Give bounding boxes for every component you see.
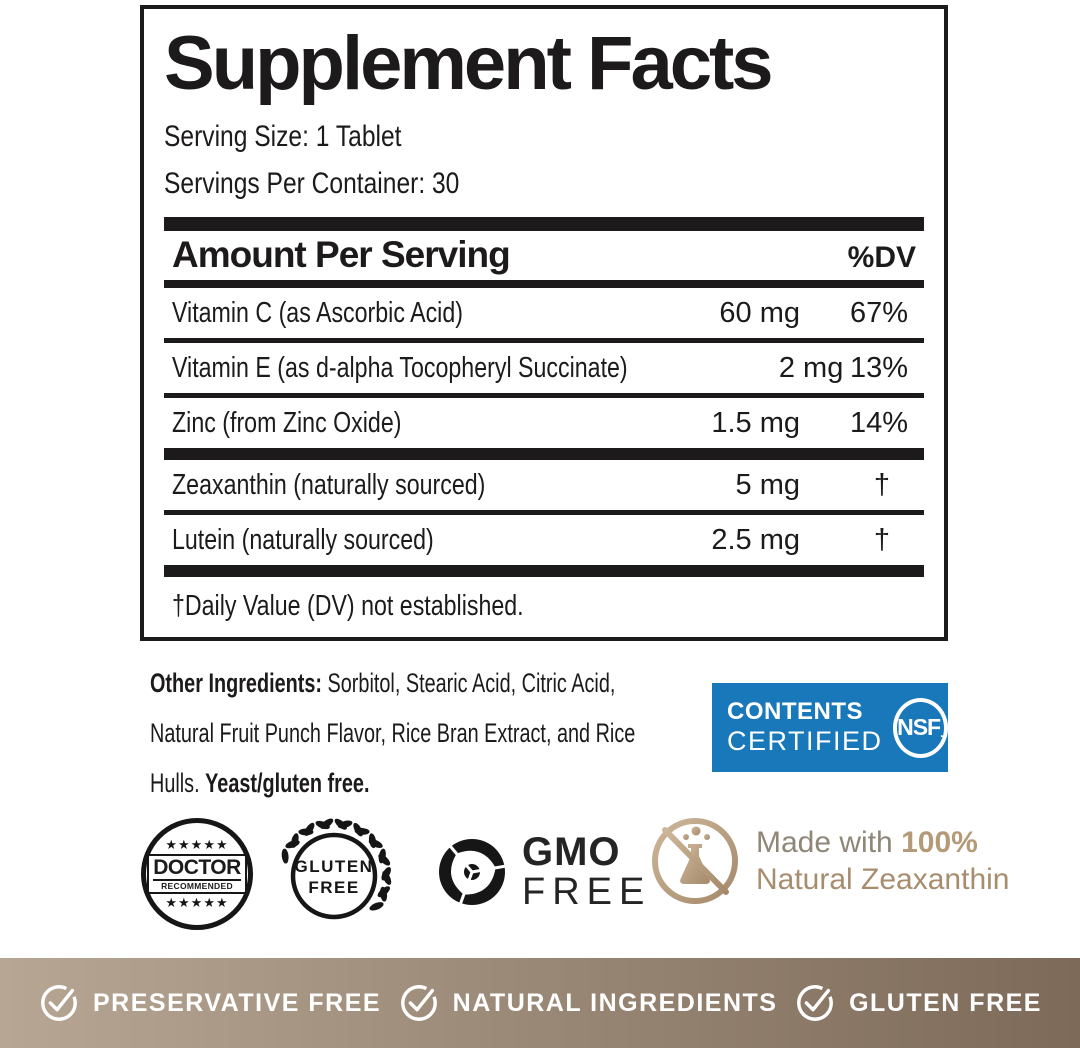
check-circle-icon (38, 982, 80, 1024)
nutrient-amount: 2.5 mg (711, 524, 800, 556)
servings-per-container: Servings Per Container: 30 (164, 167, 460, 200)
other-ingredients (150, 658, 682, 808)
natural-zeaxanthin-text: Natural Zeaxanthin (756, 863, 1010, 896)
nutrient-name: Zinc (from Zinc Oxide) (172, 407, 402, 439)
nsf-certified-label: CERTIFIED (727, 726, 883, 756)
dv-footnote: †Daily Value (DV) not established. (172, 590, 524, 622)
table-row (164, 515, 924, 565)
header-dv: %DV (847, 241, 916, 274)
divider-thick (164, 565, 924, 577)
free-label: FREE (308, 878, 360, 897)
table-row (164, 398, 924, 448)
divider-medium (164, 280, 924, 288)
doctor-label: DOCTOR (153, 856, 241, 879)
gluten-label: GLUTEN (294, 857, 374, 876)
yeast-gluten-free-text: Yeast/gluten free. (205, 768, 370, 798)
divider-thick (164, 217, 924, 231)
table-row (164, 343, 924, 393)
gmo-free-icon (436, 836, 508, 908)
made-with-text: Made with (756, 826, 902, 859)
nutrient-amount: 5 mg (735, 469, 800, 501)
table-row (164, 460, 924, 510)
no-synthetic-flask-icon (648, 814, 742, 908)
serving-size: Serving Size: 1 Tablet (164, 120, 402, 153)
gluten-free-badge (278, 812, 418, 938)
nsf-seal-icon: NSF . (893, 698, 948, 758)
nutrient-amount: 60 mg (719, 297, 800, 329)
nutrient-dv: † (873, 524, 890, 556)
doctor-recommended-badge (141, 818, 253, 930)
recommended-label: RECOMMENDED (153, 879, 241, 892)
nutrient-dv: 13% (849, 352, 908, 384)
nsf-contents-label: CONTENTS (727, 698, 863, 725)
natural-zeaxanthin-claim (648, 814, 1009, 908)
claim-preservative-free: PRESERVATIVE FREE (38, 982, 381, 1024)
claim-gluten-free: GLUTEN FREE (794, 982, 1042, 1024)
header-amount: Amount Per Serving (172, 234, 510, 275)
stars-top-icon: ★★★★★ (165, 837, 229, 852)
nutrient-dv: 67% (849, 297, 908, 329)
check-circle-icon (398, 982, 440, 1024)
gmo-free-badge (436, 832, 651, 912)
bottom-claims-bar (0, 958, 1080, 1048)
free-label: FREE (522, 871, 652, 913)
gmo-label: GMO (522, 830, 621, 874)
hundred-percent-text: 100% (901, 826, 978, 859)
nutrient-dv: † (873, 469, 890, 501)
panel-title: Supplement Facts (164, 21, 771, 106)
nutrient-name: Vitamin E (as d-alpha Tocopheryl Succinate) (172, 352, 628, 384)
supplement-facts-panel (140, 5, 948, 641)
nutrient-name: Vitamin C (as Ascorbic Acid) (172, 297, 463, 329)
nutrient-amount: 1.5 mg (711, 407, 800, 439)
other-ingredients-text: Sorbitol, Stearic Acid, Citric Acid, Natural Fruit Punch Flavor, Rice Bran Extract, and Rice Hulls. (150, 668, 636, 798)
nutrient-amount: 2 mg (778, 352, 844, 384)
nutrient-name: Lutein (naturally sourced) (172, 524, 434, 556)
nsf-certified-badge (712, 683, 948, 772)
nutrient-name: Zeaxanthin (naturally sourced) (172, 469, 486, 501)
table-row (164, 288, 924, 338)
claim-natural-ingredients: NATURAL INGREDIENTS (398, 982, 778, 1024)
other-ingredients-label: Other Ingredients: (150, 668, 323, 698)
divider-thick (164, 448, 924, 460)
nutrient-dv: 14% (849, 407, 908, 439)
check-circle-icon (794, 982, 836, 1024)
table-header (164, 231, 924, 280)
stars-bottom-icon: ★★★★★ (165, 895, 229, 910)
